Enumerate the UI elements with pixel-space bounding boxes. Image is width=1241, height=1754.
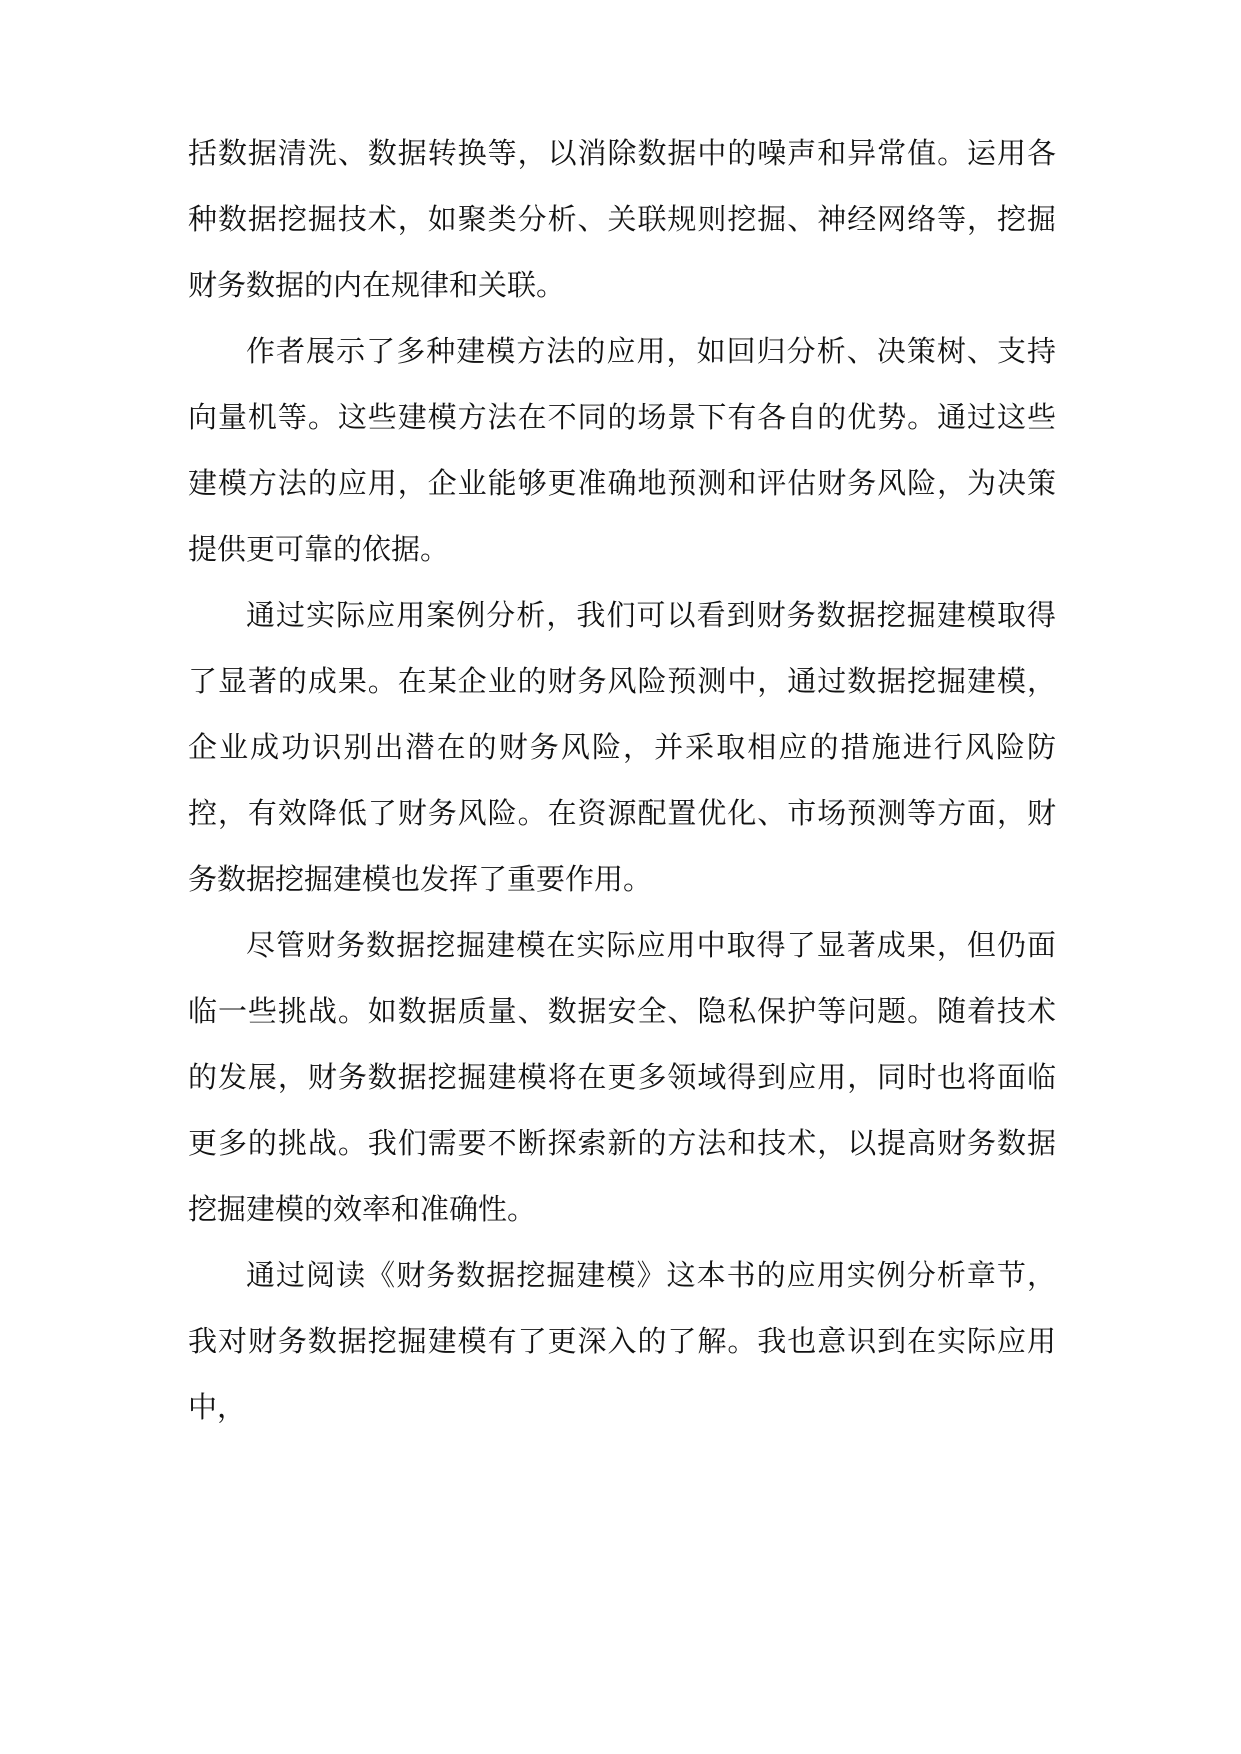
paragraph-continuation: 括数据清洗、数据转换等，以消除数据中的噪声和异常值。运用各种数据挖掘技术，如聚类分析、关联规则挖掘、神经网络等，挖掘财务数据的内在规律和关联。 xyxy=(188,136,1056,302)
paragraph-reading-reflection: 通过阅读《财务数据挖掘建模》这本书的应用实例分析章节，我对财务数据挖掘建模有了更深入的了解。我也意识到在实际应用中， xyxy=(188,1258,1056,1424)
paragraph-case-analysis: 通过实际应用案例分析，我们可以看到财务数据挖掘建模取得了显著的成果。在某企业的财务风险预测中，通过数据挖掘建模，企业成功识别出潜在的财务风险，并采取相应的措施进行风险防控，有效降低了财务风险。在资源配置优化、市场预测等方面，财务数据挖掘建模也发挥了重要作用。 xyxy=(188,598,1056,896)
paragraph-modeling-methods: 作者展示了多种建模方法的应用，如回归分析、决策树、支持向量机等。这些建模方法在不同的场景下有各自的优势。通过这些建模方法的应用，企业能够更准确地预测和评估财务风险，为决策提供更可靠的依据。 xyxy=(188,334,1056,566)
document-body xyxy=(188,120,1056,1440)
paragraph-challenges: 尽管财务数据挖掘建模在实际应用中取得了显著成果，但仍面临一些挑战。如数据质量、数据安全、隐私保护等问题。随着技术的发展，财务数据挖掘建模将在更多领域得到应用，同时也将面临更多的挑战。我们需要不断探索新的方法和技术，以提高财务数据挖掘建模的效率和准确性。 xyxy=(188,928,1056,1226)
